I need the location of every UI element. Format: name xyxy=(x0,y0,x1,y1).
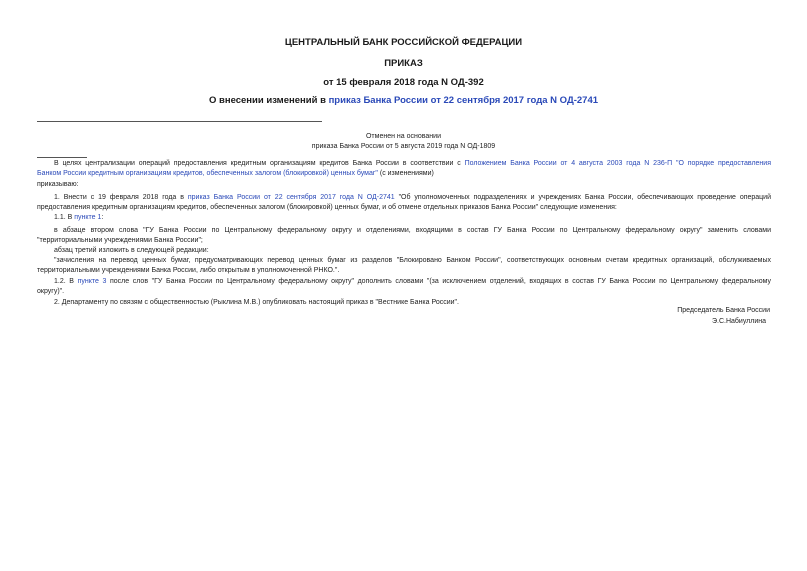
subject-prefix: О внесении изменений в xyxy=(208,95,329,106)
point-3-link[interactable]: пункте 3 xyxy=(77,278,107,285)
item1-1-para1-line2: "территориальными учреждениями Банка России"; xyxy=(37,237,203,244)
intro-text: В целях централизации операций предоставления кредитным организациям кредитов Банка России в соответствии с xyxy=(54,160,465,167)
order-word: приказываю: xyxy=(37,181,79,188)
item1-text: "Об уполномоченных подразделениях и учреждениях Банка России, обеспечивающих проведение операций xyxy=(394,194,772,201)
item1-2-text: после слов "ГУ Банка России по Центральному федеральному округу" дополнить словами "(за исключением отделений, входящих в состав ГУ Банка России по Центральному федеральному xyxy=(106,278,772,285)
header-divider xyxy=(37,121,322,122)
item1-1-colon: : xyxy=(101,214,104,221)
subject-link[interactable]: приказ Банка России от 22 сентября 2017 года N ОД-2741 xyxy=(328,95,599,106)
item1-line-2: предоставления кредитным организациям кредитов, обеспеченных залогом (блокировкой) ценных бумаг, и об отмене отдельных приказов Банка России" следующие изменения: xyxy=(37,204,617,211)
document-type: ПРИКАЗ xyxy=(384,58,423,69)
item1-2-line2: округу)". xyxy=(37,288,65,295)
order-link[interactable]: приказ Банка России от 22 сентября 2017 года N ОД-2741 xyxy=(187,194,395,201)
note-divider xyxy=(37,157,87,158)
intro-line-1 xyxy=(54,159,771,169)
item1-2-prefix: 1.2. В xyxy=(54,278,78,285)
document-date-number: от 15 февраля 2018 года N ОД-392 xyxy=(323,77,484,88)
regulation-link-part1[interactable]: Положением Банка России от 4 августа 2003 года N 236-П "О порядке предоставления xyxy=(464,160,771,167)
item1-1-para1-line1: в абзаце втором слова "ГУ Банка России по Центральному федеральному округу и отделениями, входящими в состав ГУ Банка России по Центральному федеральному округу" заменить словами xyxy=(54,227,771,234)
organization-title: ЦЕНТРАЛЬНЫЙ БАНК РОССИЙСКОЙ ФЕДЕРАЦИИ xyxy=(284,37,523,48)
point-1-link[interactable]: пункте 1 xyxy=(74,214,102,221)
intro-line-2 xyxy=(37,169,771,179)
item1-1-para2: абзац третий изложить в следующей редакции: xyxy=(54,247,209,254)
signature-position: Председатель Банка России xyxy=(677,307,770,314)
item1-1-heading xyxy=(54,213,103,223)
regulation-link-part2[interactable]: Банком России кредитным организациям кредитов, обеспеченных залогом (блокировкой) ценных бумаг" xyxy=(37,170,378,177)
item1-prefix: 1. Внести с 19 февраля 2018 года в xyxy=(54,194,188,201)
item1-1-para3-line1: "зачисления на перевод ценных бумаг, предусматривающих перевод ценных бумаг из разделов "Блокировано Банком России", соответствующих основным счетам кредитных организаций, обслуживаемых xyxy=(54,257,771,264)
cancel-note-line1: Отменен на основании xyxy=(365,133,441,140)
item1-2-line1 xyxy=(54,277,771,287)
intro-suffix: (с изменениями) xyxy=(377,170,434,177)
item1-1-prefix: 1.1. В xyxy=(54,214,75,221)
signature-name: Э.С.Набиуллина xyxy=(711,318,766,325)
item1-line-1 xyxy=(54,193,771,203)
cancel-note-link[interactable]: приказа Банка России от 5 августа 2019 года N ОД-1809 xyxy=(311,143,496,150)
item2-paragraph: 2. Департаменту по связям с общественностью (Рыклина М.В.) опубликовать настоящий приказ в "Вестнике Банка России". xyxy=(54,299,459,306)
item1-1-para3-line2: территориальными учреждениями Банка России, либо открытым в уполномоченной РНКО.". xyxy=(37,267,340,274)
document-subject xyxy=(0,95,807,106)
